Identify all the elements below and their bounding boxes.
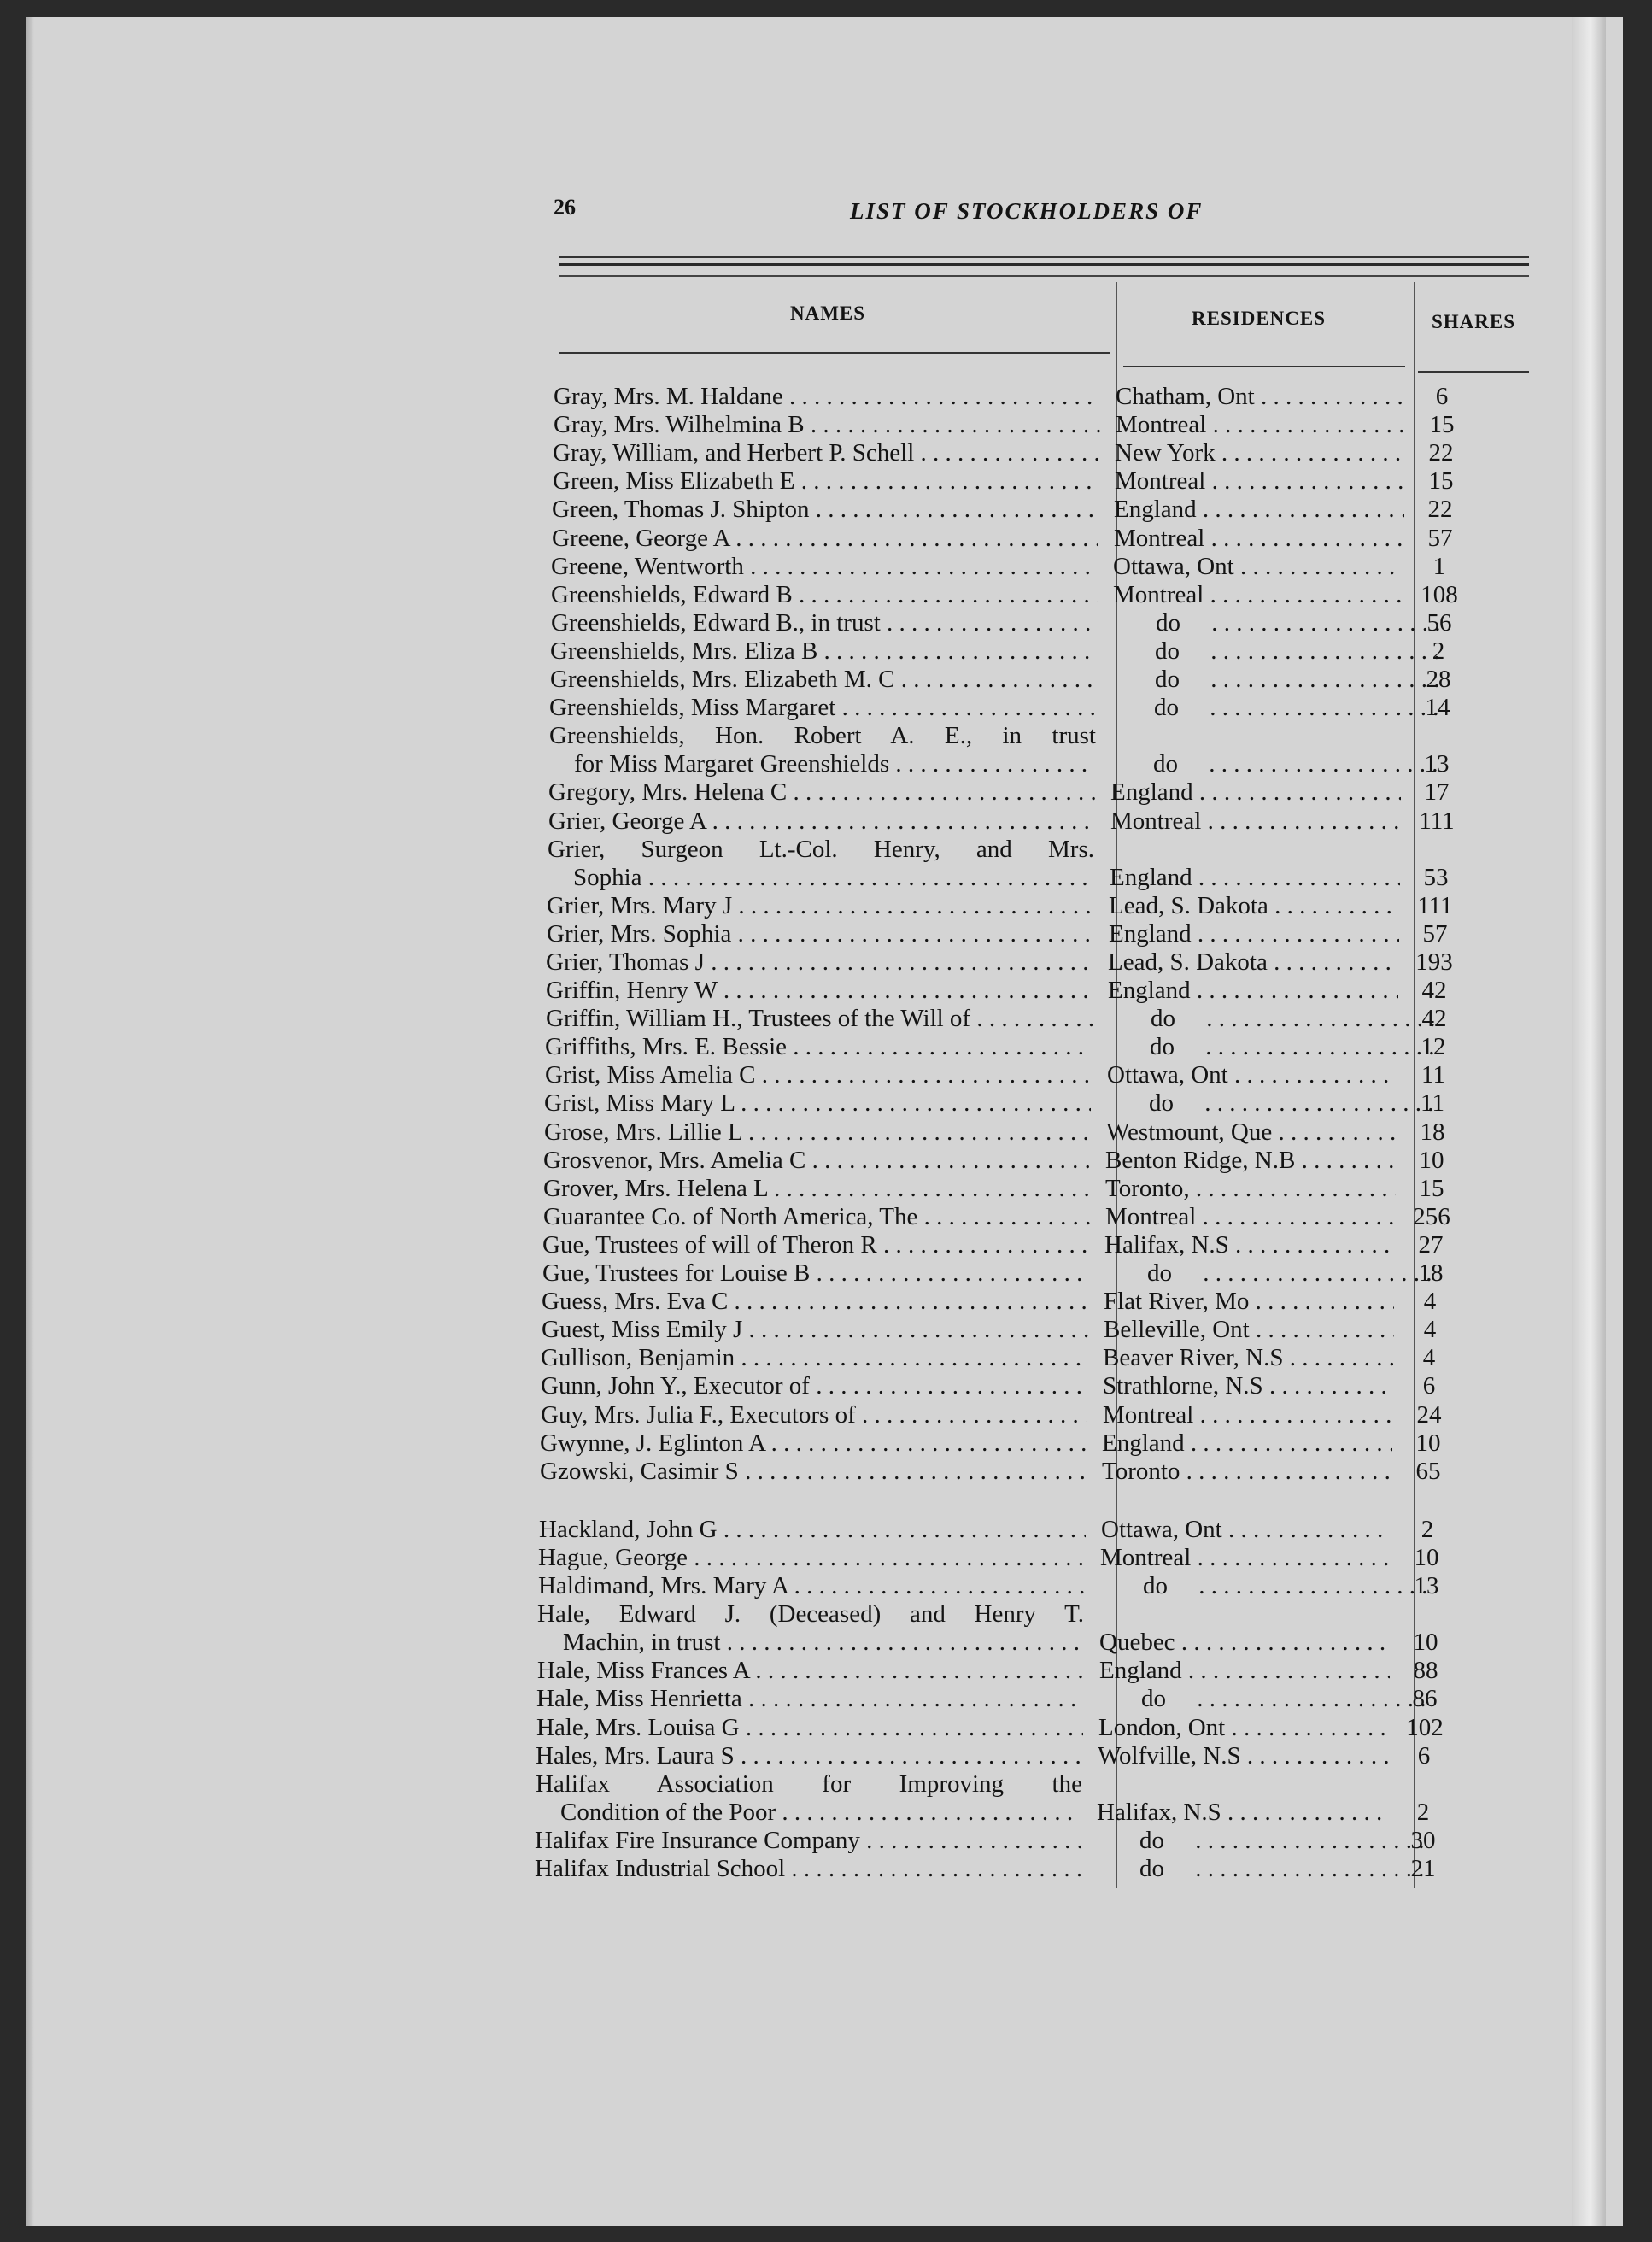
table-row <box>547 892 1478 920</box>
stockholder-name: Machin, in trust . . . <box>537 1629 1084 1657</box>
stockholder-name: Green, Thomas J. Shipton . . . <box>552 496 1098 524</box>
stockholder-name: Greenshields, Mrs. Eliza B . . . <box>550 637 1097 666</box>
stockholder-residence: do . . . <box>1100 1572 1433 1600</box>
table-row <box>552 496 1483 524</box>
stockholder-shares: 11 <box>1421 1061 1445 1089</box>
table-row <box>548 864 1479 892</box>
stockholder-residence: England . . . <box>1114 496 1404 524</box>
stockholder-name: Gullison, Benjamin . . . <box>541 1344 1087 1372</box>
stockholder-shares: 56 <box>1426 609 1452 637</box>
stockholder-name: Grier, Mrs. Mary J . . . <box>547 892 1093 920</box>
stockholder-shares: 57 <box>1427 525 1453 552</box>
stockholder-shares: 6 <box>1422 1372 1436 1400</box>
stockholder-name: Halifax Fire Insurance Company . . . <box>535 1827 1081 1855</box>
table-row <box>535 1827 1466 1855</box>
table-row <box>550 666 1481 694</box>
table-row <box>551 581 1482 609</box>
header-rule <box>559 263 1529 266</box>
stockholder-residence: New York . . . <box>1115 439 1405 467</box>
stockholder-residence: England . . . <box>1109 920 1399 948</box>
stockholder-residence: Lead, S. Dakota . . . <box>1109 892 1399 920</box>
stockholder-residence: England . . . <box>1099 1657 1390 1685</box>
table-row <box>553 439 1484 467</box>
table-row <box>547 920 1478 948</box>
table-row <box>551 553 1482 581</box>
table-row <box>536 1770 1467 1799</box>
stockholder-residence: do . . . <box>1097 1827 1430 1855</box>
table-row <box>537 1600 1468 1629</box>
stockholder-shares: 11 <box>1421 1089 1444 1117</box>
stockholder-residence: do . . . <box>1113 609 1446 637</box>
stockholder-residence: Montreal . . . <box>1103 1401 1393 1429</box>
stockholder-residence: do . . . <box>1098 1685 1432 1713</box>
table-row <box>548 778 1479 807</box>
stockholder-residence: do . . . <box>1111 694 1444 722</box>
table-row <box>546 1005 1477 1033</box>
stockholder-name: Green, Miss Elizabeth E . . . <box>553 467 1099 496</box>
stockholder-name: Gue, Trustees for Louise B . . . <box>542 1259 1089 1288</box>
stockholder-name: for Miss Margaret Greenshields . . . <box>548 750 1095 778</box>
stockholder-shares: 14 <box>1425 694 1450 721</box>
stockholder-residence: Benton Ridge, N.B . . . <box>1105 1147 1396 1175</box>
stockholder-shares: 4 <box>1423 1288 1437 1315</box>
stockholder-residence: Montreal . . . <box>1105 1203 1396 1231</box>
table-row <box>536 1714 1467 1742</box>
stockholder-name: Sophia . . . <box>548 864 1094 892</box>
table-row <box>553 467 1484 496</box>
table-row <box>539 1516 1470 1544</box>
stockholder-residence: Belleville, Ont . . . <box>1104 1316 1394 1344</box>
stockholder-name: Grier, Thomas J . . . <box>546 948 1093 977</box>
stockholder-residence: do . . . <box>1107 1033 1440 1061</box>
stockholder-name: Greenshields, Mrs. Elizabeth M. C . . . <box>550 666 1097 694</box>
stockholder-name: Hale, Mrs. Louisa G . . . <box>536 1714 1083 1742</box>
table-row <box>544 1089 1475 1118</box>
stockholder-shares: 22 <box>1427 496 1453 523</box>
stockholder-shares: 108 <box>1421 581 1458 608</box>
stockholder-shares: 102 <box>1406 1714 1444 1741</box>
table-row <box>535 1799 1466 1827</box>
stockholder-shares: 15 <box>1428 467 1454 495</box>
stockholder-shares: 10 <box>1413 1629 1438 1656</box>
stockholder-shares: 1 <box>1432 553 1446 580</box>
table-row <box>548 750 1479 778</box>
stockholder-shares: 15 <box>1429 411 1455 438</box>
stockholder-name: Gregory, Mrs. Helena C . . . <box>548 778 1095 807</box>
stockholder-residence: Lead, S. Dakota . . . <box>1108 948 1398 977</box>
stockholder-shares: 111 <box>1417 892 1453 919</box>
stockholder-residence: Montreal . . . <box>1115 467 1405 496</box>
column-header-rule <box>1418 371 1529 373</box>
header-rule <box>559 256 1529 258</box>
page-number: 26 <box>554 195 576 220</box>
table-row <box>542 1259 1473 1288</box>
stockholder-name: Grosvenor, Mrs. Amelia C . . . <box>543 1147 1090 1175</box>
table-row <box>541 1344 1472 1372</box>
stockholder-residence: Montreal . . . <box>1114 525 1404 553</box>
stockholder-name: Grist, Miss Amelia C . . . <box>545 1061 1092 1089</box>
stockholder-residence: London, Ont . . . <box>1098 1714 1389 1742</box>
stockholder-residence: England . . . <box>1102 1429 1392 1458</box>
stockholder-name: Grier, Surgeon Lt.-Col. Henry, and Mrs. <box>548 836 1094 863</box>
table-row <box>543 1203 1474 1231</box>
stockholder-name: Guy, Mrs. Julia F., Executors of . . . <box>541 1401 1087 1429</box>
stockholder-name: Griffin, Henry W . . . <box>546 977 1093 1005</box>
stockholder-residence: Ottawa, Ont . . . <box>1113 553 1403 581</box>
stockholder-name: Gray, Mrs. Wilhelmina B . . . <box>554 411 1100 439</box>
stockholder-shares: 256 <box>1413 1203 1450 1230</box>
table-row <box>548 807 1479 836</box>
stockholder-shares: 10 <box>1415 1429 1441 1457</box>
stockholder-shares: 65 <box>1415 1458 1441 1485</box>
stockholder-residence: do . . . <box>1104 1259 1438 1288</box>
stockholder-shares: 86 <box>1412 1685 1438 1712</box>
stockholder-shares: 18 <box>1420 1118 1445 1146</box>
table-row <box>546 948 1477 977</box>
stockholder-name: Gzowski, Casimir S . . . <box>540 1458 1087 1486</box>
table-row <box>541 1372 1472 1400</box>
stockholder-residence: Ottawa, Ont . . . <box>1107 1061 1397 1089</box>
stockholder-name: Guarantee Co. of North America, The . . . <box>543 1203 1090 1231</box>
table-row <box>537 1657 1468 1685</box>
column-header-shares: SHARES <box>1432 311 1516 332</box>
stockholder-name: Guest, Miss Emily J . . . <box>542 1316 1088 1344</box>
stockholder-residence: Montreal . . . <box>1113 581 1403 609</box>
stockholder-residence: do . . . <box>1112 637 1445 666</box>
stockholder-shares: 2 <box>1432 637 1445 665</box>
stockholder-shares: 30 <box>1410 1827 1436 1854</box>
stockholder-name: Greenshields, Edward B . . . <box>551 581 1098 609</box>
stockholder-shares: 10 <box>1419 1147 1444 1174</box>
table-row <box>545 1061 1476 1089</box>
stockholder-residence: do . . . <box>1112 666 1445 694</box>
stockholder-residence: Strathlorne, N.S . . . <box>1103 1372 1393 1400</box>
stockholder-name: Grose, Mrs. Lillie L . . . <box>544 1118 1091 1147</box>
table-row <box>541 1401 1472 1429</box>
running-head: LIST OF STOCKHOLDERS OF <box>850 198 1204 224</box>
table-row <box>551 609 1482 637</box>
stockholder-name: Griffin, William H., Trustees of the Will of . . . <box>546 1005 1093 1033</box>
stockholder-shares: 4 <box>1422 1344 1436 1371</box>
stockholder-residence: Halifax, N.S . . . <box>1104 1231 1395 1259</box>
stockholder-shares: 42 <box>1421 977 1447 1004</box>
stockholder-name: Guess, Mrs. Eva C . . . <box>542 1288 1088 1316</box>
stockholder-residence: Toronto . . . <box>1102 1458 1392 1486</box>
stockholder-residence: Chatham, Ont . . . <box>1116 383 1406 411</box>
stockholder-name: Condition of the Poor . . . <box>535 1799 1081 1827</box>
stockholder-shares: 6 <box>1417 1742 1431 1770</box>
table-row <box>538 1572 1469 1600</box>
table-row <box>543 1175 1474 1203</box>
stockholder-name: Gunn, John Y., Executor of . . . <box>541 1372 1087 1400</box>
stockholder-residence: Montreal . . . <box>1116 411 1406 439</box>
stockholder-shares: 18 <box>1418 1259 1444 1287</box>
stockholder-name: Greenshields, Hon. Robert A. E., in trust <box>549 722 1096 749</box>
stockholder-name: Grover, Mrs. Helena L . . . <box>543 1175 1090 1203</box>
stockholder-name: Grier, George A . . . <box>548 807 1095 836</box>
table-row <box>536 1685 1467 1713</box>
stockholder-residence: do . . . <box>1108 1005 1441 1033</box>
table-row <box>550 637 1481 666</box>
stockholder-shares: 13 <box>1414 1572 1439 1599</box>
table-row <box>552 525 1483 553</box>
table-row <box>540 1458 1471 1486</box>
stockholder-residence: Montreal . . . <box>1110 807 1401 836</box>
stockholder-residence: England . . . <box>1108 977 1398 1005</box>
stockholder-name: Hague, George . . . <box>538 1544 1085 1572</box>
stockholder-shares: 88 <box>1413 1657 1438 1684</box>
table-row <box>549 722 1480 750</box>
column-header-names: NAMES <box>790 302 866 324</box>
table-row <box>545 1033 1476 1061</box>
stockholder-residence: Ottawa, Ont . . . <box>1101 1516 1391 1544</box>
stockholder-name: Hale, Edward J. (Deceased) and Henry T. <box>537 1600 1084 1628</box>
stockholder-shares: 10 <box>1414 1544 1439 1571</box>
stockholder-name: Hackland, John G . . . <box>539 1516 1086 1544</box>
stockholder-shares: 15 <box>1419 1175 1444 1202</box>
stockholder-shares: 2 <box>1416 1799 1430 1826</box>
table-row <box>554 411 1485 439</box>
stockholder-name: Greenshields, Edward B., in trust . . . <box>551 609 1098 637</box>
stockholder-shares: 21 <box>1410 1855 1436 1882</box>
stockholder-name: Greene, George A . . . <box>552 525 1098 553</box>
table-row <box>548 836 1479 864</box>
stockholder-residence: Beaver River, N.S . . . <box>1103 1344 1393 1372</box>
stockholder-name: Grist, Miss Mary L . . . <box>544 1089 1091 1118</box>
stockholder-residence: Montreal . . . <box>1100 1544 1391 1572</box>
table-row <box>544 1118 1475 1147</box>
column-header-rule <box>1123 366 1405 367</box>
table-row <box>542 1231 1473 1259</box>
table-row <box>540 1429 1471 1458</box>
stockholder-name: Hales, Mrs. Laura S . . . <box>536 1742 1082 1770</box>
table-row <box>538 1544 1469 1572</box>
stockholder-residence: Toronto, . . . <box>1105 1175 1396 1203</box>
stockholder-residence: Westmount, Que . . . <box>1106 1118 1397 1147</box>
stockholder-shares: 22 <box>1428 439 1454 467</box>
stockholder-name: Halifax Industrial School . . . <box>535 1855 1081 1883</box>
stockholder-shares: 42 <box>1421 1005 1447 1032</box>
stockholder-shares: 24 <box>1416 1401 1442 1429</box>
table-row <box>546 977 1477 1005</box>
stockholder-name: Hale, Miss Frances A . . . <box>537 1657 1084 1685</box>
column-header-residences: RESIDENCES <box>1192 308 1326 329</box>
stockholder-name: Hale, Miss Henrietta . . . <box>536 1685 1083 1713</box>
stockholder-name: Greenshields, Miss Margaret . . . <box>549 694 1096 722</box>
stockholder-residence: do . . . <box>1097 1855 1430 1883</box>
stockholder-shares: 13 <box>1424 750 1450 778</box>
table-row <box>554 383 1485 411</box>
stockholder-shares: 6 <box>1435 383 1449 410</box>
stockholder-shares: 17 <box>1424 778 1450 806</box>
stockholder-name: Grier, Mrs. Sophia . . . <box>547 920 1093 948</box>
stockholder-shares: 2 <box>1421 1516 1434 1543</box>
stockholder-residence: Halifax, N.S . . . <box>1097 1799 1387 1827</box>
table-row <box>542 1288 1473 1316</box>
stockholder-shares: 193 <box>1415 948 1453 976</box>
stockholder-residence: England . . . <box>1110 778 1401 807</box>
stockholder-shares: 28 <box>1426 666 1451 693</box>
stockholder-shares: 12 <box>1421 1033 1446 1060</box>
stockholder-name: Griffiths, Mrs. E. Bessie . . . <box>545 1033 1092 1061</box>
stockholder-residence: England . . . <box>1110 864 1400 892</box>
stockholder-name: Gwynne, J. Eglinton A . . . <box>540 1429 1087 1458</box>
stockholder-residence: Quebec . . . <box>1099 1629 1390 1657</box>
stockholder-name: Gray, Mrs. M. Haldane . . . <box>554 383 1100 411</box>
table-row <box>536 1742 1467 1770</box>
table-row <box>549 694 1480 722</box>
stockholder-name: Halifax Association for Improving the <box>536 1770 1082 1798</box>
stockholder-name: Haldimand, Mrs. Mary A . . . <box>538 1572 1085 1600</box>
stockholder-name: Greene, Wentworth . . . <box>551 553 1098 581</box>
stockholder-residence: do . . . <box>1106 1089 1439 1118</box>
stockholder-residence: do . . . <box>1110 750 1444 778</box>
stockholder-residence: Wolfville, N.S . . . <box>1098 1742 1388 1770</box>
header-rule <box>559 275 1529 277</box>
table-row <box>543 1147 1474 1175</box>
stockholder-name: Gue, Trustees of will of Theron R . . . <box>542 1231 1089 1259</box>
stockholder-shares: 27 <box>1418 1231 1444 1259</box>
table-row <box>537 1629 1468 1657</box>
column-header-rule <box>559 352 1110 354</box>
stockholder-residence: Flat River, Mo . . . <box>1104 1288 1394 1316</box>
stockholder-shares: 111 <box>1419 807 1455 835</box>
stockholder-shares: 57 <box>1422 920 1448 948</box>
stockholder-shares: 4 <box>1423 1316 1437 1343</box>
stockholder-shares: 53 <box>1423 864 1449 891</box>
stockholder-name: Gray, William, and Herbert P. Schell . . . <box>553 439 1099 467</box>
table-row <box>535 1855 1466 1883</box>
table-row <box>542 1316 1473 1344</box>
